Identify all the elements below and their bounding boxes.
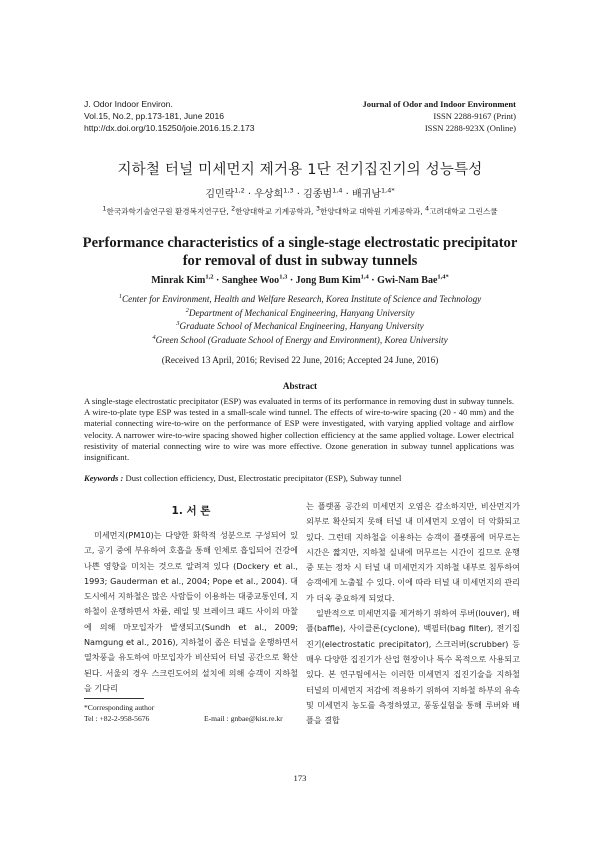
affiliation: Green School (Graduate School of Energy and Environment), Korea University: [155, 334, 448, 345]
body-column-right: [306, 499, 520, 728]
affiliation: 한양대학교 기계공학과,: [235, 207, 316, 216]
abstract-text: A single-stage electrostatic precipitator (ESP) was evaluated in terms of its performance in removing dust in subway tunnels. A wire-to-plate type ESP was tested in a small-scale wind tunnel. The effects of wire-to-wire spacing (20 - 40 mm) and the material connecting wire-to-wire on the performance of ESP were investigated, with varying applied voltage and airflow velocity. A narrower wire-to-wire spacing showed higher collection efficiency at the same applied voltage. Lower electrical resistivity of material connecting wire to wire was more effective. Ozone generation in subway tunnel applications was insignificant.: [84, 396, 514, 463]
author-name: 배귀남: [352, 189, 381, 200]
body-paragraph: 는 플랫폼 공간의 미세먼지 오염은 감소하지만, 비산먼지가 외부로 확산되지 못해 터널 내 미세먼지 오염이 더 악화되고 있다. 그런데 지하철을 이용하는 승객이 플랫폼에 머무르는 시간은 짧지만, 지하철 실내에 머무르는 시간이 길므로 운행 중 또는 정차 시 터널 내 미세먼지가 지하철 내부로 침투하여 승객에게 노출될 수 있다. 이에 따라 터널 내 미세먼지의 관리가 더욱 중요하게 되었다.: [306, 501, 520, 603]
author-affil-mark: 1,2: [205, 273, 214, 281]
author-affil-mark: 1,4: [360, 273, 369, 281]
author-affil-mark: 1,4*: [381, 186, 395, 195]
body-column-left: [84, 528, 298, 696]
affil-mark: 3: [176, 320, 180, 328]
received-dates: (Received 13 April, 2016; Revised 22 June, 2016; Accepted 24 June, 2016): [161, 355, 439, 365]
affiliation-line: [0, 293, 600, 307]
affil-mark: 4: [152, 333, 156, 341]
keywords: [84, 473, 514, 484]
footnote: [84, 703, 304, 724]
volume-info: Vol.15, No.2, pp.173-181, June 2016: [84, 111, 224, 121]
page-number: 173: [293, 773, 307, 783]
corresponding-author: *Corresponding author: [84, 703, 155, 712]
contact-line: [84, 714, 304, 725]
affiliation-line: [0, 307, 600, 321]
affil-mark: 2: [231, 204, 236, 213]
author-name: Gwi-Nam Bae: [377, 275, 438, 286]
affiliation: 고려대학교 그린스쿨: [429, 207, 498, 216]
korean-affiliations: [0, 206, 600, 217]
english-authors: [0, 275, 600, 286]
affiliation: Department of Mechanical Engineering, Hanyang University: [188, 307, 415, 318]
email[interactable]: E-mail : gnbae@kist.re.kr: [204, 713, 283, 723]
author-name: 김종범: [303, 189, 333, 200]
body-paragraph: 일반적으로 미세먼지를 제거하기 위하여 루버(louver), 배플(baffle), 사이클론(cyclone), 백필터(bag filter), 전기집진기(electrostatic precipitator), 스크러버(scrubber) 등 매우 다양한 집진기가 산업 현장이나 특수 목적으로 사용되고 있다. 본 연구팀에서는 이러한 미세먼지 집진기술을 지하철 터널의 미세먼지 저감에 적용하기 위하여 지하철 하부의 유속 및 미세먼지 농도를 측정하였고, 풍동실험을 통해 루버와 배플을 결합: [306, 608, 520, 726]
author-affil-mark: 1,4*: [437, 273, 449, 281]
title-line: Performance characteristics of a single-stage electrostatic precipitator: [82, 235, 518, 251]
author-affil-mark: 1,4: [332, 186, 343, 195]
english-affiliations: [0, 293, 600, 347]
author-name: 김민락: [205, 189, 235, 200]
author-separator: ·: [287, 275, 296, 286]
affil-mark: 1: [118, 292, 122, 300]
affil-mark: 2: [185, 306, 189, 314]
affiliation: 한국과학기술연구원 환경복지연구단,: [106, 207, 232, 216]
author-separator: ·: [213, 275, 222, 286]
issn-online: ISSN 2288-923X (Online): [424, 123, 516, 133]
journal-header-left: [84, 98, 255, 134]
author-separator: ·: [368, 275, 378, 286]
korean-title: 지하철 터널 미세먼지 제거용 1단 전기집진기의 성능특성: [117, 162, 483, 178]
author-name: Jong Bum Kim: [295, 275, 361, 286]
author-affil-mark: 1,2: [234, 186, 245, 195]
author-name: Sanghee Woo: [221, 275, 280, 286]
affiliation: 한양대학교 대학원 기계공학과,: [320, 207, 426, 216]
author-name: 우상희: [254, 189, 284, 200]
doi-link[interactable]: http://dx.doi.org/10.15250/joie.2016.15.2.173: [84, 123, 255, 133]
issn-print: ISSN 2288-9167 (Print): [433, 111, 516, 121]
keywords-list: Dust collection efficiency, Dust, Electrostatic precipitator (ESP), Subway tunnel: [125, 473, 402, 483]
affil-mark: 3: [315, 204, 321, 213]
affiliation: Graduate School of Mechanical Engineering, Hanyang University: [179, 321, 424, 332]
author-separator: ·: [244, 189, 255, 200]
abstract-heading: Abstract: [282, 381, 318, 391]
body-paragraph: 미세먼지(PM10)는 다양한 화학적 성분으로 구성되어 있고, 공기 중에 부유하여 호흡을 통해 인체로 흡입되어 건강에 나쁜 영향을 미치는 것으로 알려져 있다 (Dockery et al., 1993; Gauderman et al., 2004; Pope et al., 2004). 대도시에서 지하철은 많은 사람들이 이용하는 대중교통인데, 지하철이 운행하면서 차륜, 레일 및 브레이크 패드 사이의 마찰에 의해 마모입자가 발생되고(Sundh et al., 2009; Namgung et al., 2016), 지하철이 좁은 터널을 운행하면서 열차풍을 유도하여 마모입자가 비산되어 터널 공간으로 확산된다. 서울의 경우 스크린도어의 설치에 의해 승객이 지하철을 기다리: [84, 530, 298, 693]
journal-abbrev: J. Odor Indoor Environ.: [84, 99, 173, 109]
keywords-label: Keywords :: [84, 473, 124, 483]
affil-mark: 4: [425, 204, 430, 213]
affil-mark: 1: [102, 204, 107, 213]
author-affil-mark: 1,3: [279, 273, 288, 281]
author-affil-mark: 1,3: [283, 186, 294, 195]
affiliation: Center for Environment, Health and Welfare Research, Korea Institute of Science and Technology: [121, 294, 482, 304]
affiliation-line: [0, 334, 600, 348]
affiliation-line: [0, 320, 600, 334]
author-separator: ·: [342, 189, 353, 200]
journal-header-right: [362, 98, 516, 134]
section-heading: 1. 서 론: [171, 505, 211, 517]
korean-authors: [0, 185, 600, 200]
title-line: for removal of dust in subway tunnels: [182, 253, 418, 269]
telephone: Tel : +82-2-958-5676: [84, 713, 150, 723]
journal-name: Journal of Odor and Indoor Environment: [362, 99, 516, 109]
footnote-rule: [84, 698, 144, 699]
author-name: Minrak Kim: [151, 275, 206, 286]
english-title: [70, 234, 530, 270]
author-separator: ·: [293, 189, 304, 200]
